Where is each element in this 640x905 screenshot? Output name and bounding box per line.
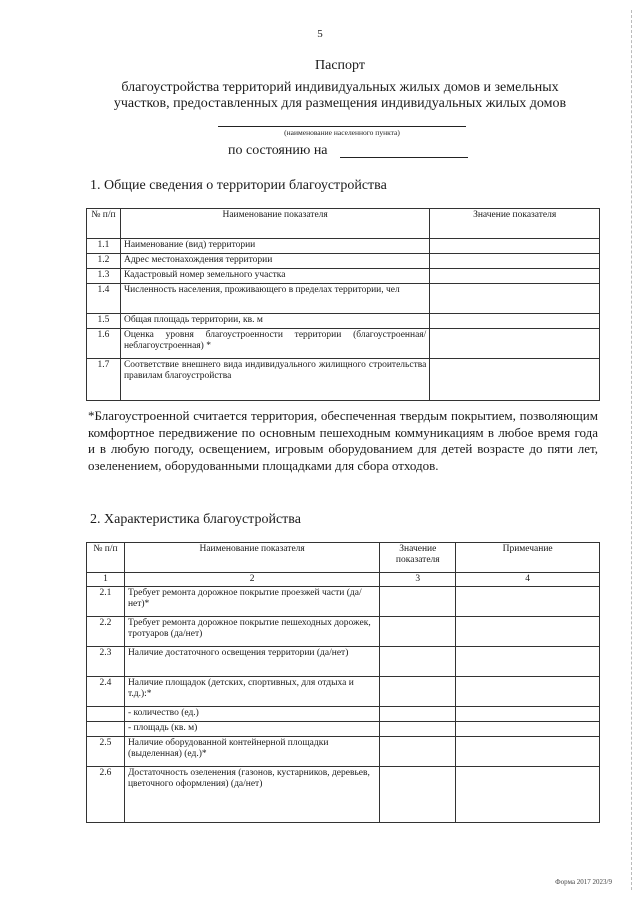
table-row: - площадь (кв. м) bbox=[87, 722, 600, 737]
note-cell[interactable] bbox=[456, 737, 600, 767]
table-row: 1.2 Адрес местонахождения территории bbox=[87, 254, 600, 269]
table-row: - количество (ед.) bbox=[87, 707, 600, 722]
note-cell[interactable] bbox=[456, 617, 600, 647]
note-cell[interactable] bbox=[456, 722, 600, 737]
note-cell[interactable] bbox=[456, 767, 600, 823]
table-header-row bbox=[87, 543, 600, 573]
column-number-row: 1 2 3 4 bbox=[87, 573, 600, 587]
value-cell[interactable] bbox=[430, 359, 600, 401]
value-cell[interactable] bbox=[380, 677, 456, 707]
table-row: 1.5 Общая площадь территории, кв. м bbox=[87, 314, 600, 329]
characteristics-table bbox=[86, 542, 600, 823]
note-cell[interactable] bbox=[456, 647, 600, 677]
page-number: 5 bbox=[317, 28, 323, 40]
footer-form-code: Форма 2017 2023/9 bbox=[555, 878, 612, 886]
table-header-row bbox=[87, 209, 600, 239]
table-row: 2.1 Требует ремонта дорожное покрытие проезжей части (да/нет)* bbox=[87, 587, 600, 617]
note-cell[interactable] bbox=[456, 587, 600, 617]
settlement-caption: (наименование населенного пункта) bbox=[284, 128, 400, 137]
page-edge bbox=[631, 10, 632, 890]
value-cell[interactable] bbox=[430, 329, 600, 359]
note-cell[interactable] bbox=[456, 677, 600, 707]
header-num: № п/п bbox=[87, 209, 121, 239]
table-row: 1.1 Наименование (вид) территории bbox=[87, 239, 600, 254]
value-cell[interactable] bbox=[430, 254, 600, 269]
value-cell[interactable] bbox=[430, 269, 600, 284]
table-row: 2.4 Наличие площадок (детских, спортивных, для отдыха и т.д.):* bbox=[87, 677, 600, 707]
table-row: 1.7 Соответствие внешнего вида индивидуального жилищного строительства правилам благоустройства bbox=[87, 359, 600, 401]
value-cell[interactable] bbox=[430, 284, 600, 314]
header-name: Наименование показателя bbox=[120, 209, 429, 239]
table-row: 2.2 Требует ремонта дорожное покрытие пешеходных дорожек, тротуаров (да/нет) bbox=[87, 617, 600, 647]
value-cell[interactable] bbox=[380, 647, 456, 677]
footnote-text: *Благоустроенной считается территория, обеспеченная твердым покрытием, позволяющим комфортное передвижение по основным пешеходным коммуникациям в любое время года и в любую погоду, освещением, игровым оборудованием для детей возрасте до пяти лет, озеленением, оборудованными площадками для сбора отходов. bbox=[88, 408, 598, 473]
settlement-name-line bbox=[218, 126, 466, 127]
section2-heading: 2. Характеристика благоустройства bbox=[90, 512, 301, 527]
value-cell[interactable] bbox=[430, 239, 600, 254]
table-row: 2.3 Наличие достаточного освещения территории (да/нет) bbox=[87, 647, 600, 677]
passport-subtitle-line2: участков, предоставленных для размещения индивидуальных жилых домов bbox=[113, 96, 567, 111]
value-cell[interactable] bbox=[380, 617, 456, 647]
table-row: 1.3 Кадастровый номер земельного участка bbox=[87, 269, 600, 284]
table-row: 1.6 Оценка уровня благоустроенности территории (благоустроенная/ неблагоустроенная) * bbox=[87, 329, 600, 359]
value-cell[interactable] bbox=[380, 737, 456, 767]
header-value: Значение показателя bbox=[380, 543, 456, 573]
value-cell[interactable] bbox=[380, 767, 456, 823]
table-row: 2.5 Наличие оборудованной контейнерной площадки (выделенная) (ед.)* bbox=[87, 737, 600, 767]
table-row: 1.4 Численность населения, проживающего в пределах территории, чел bbox=[87, 284, 600, 314]
value-cell[interactable] bbox=[380, 707, 456, 722]
header-value: Значение показателя bbox=[430, 209, 600, 239]
as-of-date-line bbox=[340, 157, 468, 158]
general-info-table bbox=[86, 208, 600, 401]
passport-subtitle-line1: благоустройства территорий индивидуальных жилых домов и земельных bbox=[121, 80, 559, 95]
note-cell[interactable] bbox=[456, 707, 600, 722]
passport-title: Паспорт bbox=[315, 58, 365, 73]
table-row: 2.6 Достаточность озеленения (газонов, кустарников, деревьев, цветочного оформления) (да/нет) bbox=[87, 767, 600, 823]
header-note: Примечание bbox=[456, 543, 600, 573]
header-name: Наименование показателя bbox=[124, 543, 379, 573]
as-of-label: по состоянию на bbox=[228, 143, 328, 158]
value-cell[interactable] bbox=[380, 587, 456, 617]
section1-heading: 1. Общие сведения о территории благоустройства bbox=[90, 178, 387, 193]
value-cell[interactable] bbox=[430, 314, 600, 329]
value-cell[interactable] bbox=[380, 722, 456, 737]
header-num: № п/п bbox=[87, 543, 125, 573]
